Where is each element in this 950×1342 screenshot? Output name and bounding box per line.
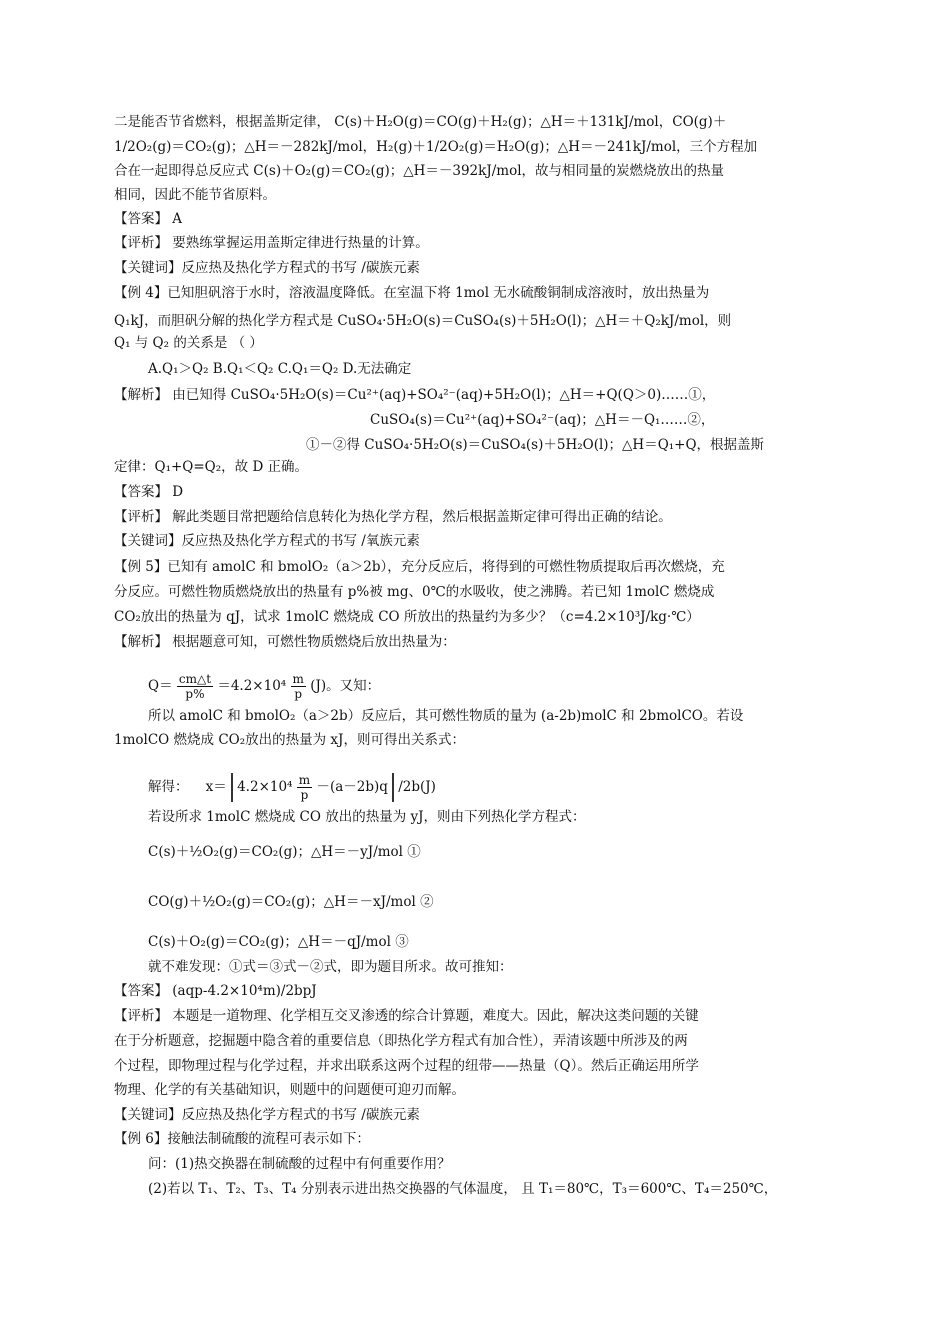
- text-line: 【答案】 A: [114, 211, 183, 227]
- text-line: 1/2O₂(g)＝CO₂(g)；△H＝－282kJ/mol，H₂(g)＋1/2O₂(g)＝H₂O(g)；△H＝－241kJ/mol，三个方程加: [114, 139, 758, 155]
- text-line: 【答案】 D: [114, 484, 184, 500]
- text-line: 【评析】 本题是一道物理、化学相互交叉渗透的综合计算题，难度大。因此，解决这类问题的关键: [114, 1008, 699, 1024]
- text-line: 定律：Q₁+Q=Q₂，故 D 正确。: [114, 459, 309, 475]
- formula-q-frac2: $\frac{m}{p}$: [292, 672, 304, 701]
- text-line: 问：(1)热交换器在制硫酸的过程中有何重要作用？: [148, 1156, 451, 1172]
- text-line: 物理、化学的有关基础知识，则题中的问题便可迎刃而解。: [114, 1082, 465, 1098]
- text-line: 在于分析题意，挖掘题中隐含着的重要信息（即热化学方程式有加合性），弄清该题中所涉及的两: [114, 1033, 688, 1049]
- text-line: CO₂放出的热量为 qJ，试求 1molC 燃烧成 CO 所放出的热量约为多少？（c=4.2×10³J/kg·℃）: [114, 609, 700, 625]
- text-line: 【关键词】反应热及热化学方程式的书写 /氧族元素: [114, 533, 420, 549]
- text-line: 就不难发现：①式＝③式－②式，即为题目所求。故可推知：: [148, 959, 513, 975]
- text-line: ①－②得 CuSO₄·5H₂O(s)＝CuSO₄(s)＋5H₂O(l)；△H＝Q₁+Q，根据盖斯: [306, 437, 765, 453]
- text-line: 所以 amolC 和 bmolO₂（a＞2b）反应后，其可燃性物质的量为 (a-2b)molC 和 2bmolCO。若设: [148, 708, 744, 724]
- text-line: 【例 6】接触法制硫酸的流程可表示如下：: [114, 1131, 370, 1147]
- formula-x-lhs: x＝: [205, 779, 227, 795]
- formula-q: [148, 672, 870, 701]
- text-line: 个过程，即物理过程与化学过程，并求出联系这两个过程的纽带——热量（Q）。然后正确运用所学: [114, 1058, 699, 1074]
- text-line: 【评析】 要熟练掌握运用盖斯定律进行热量的计算。: [114, 235, 429, 251]
- text-line: CuSO₄(s)＝Cu²⁺(aq)+SO₄²⁻(aq)；△H＝－Q₁……②，: [370, 412, 715, 428]
- text-line: 二是能否节省燃料，根据盖斯定律， C(s)＋H₂O(g)＝CO(g)＋H₂(g)；△H＝＋131kJ/mol，CO(g)＋: [114, 114, 727, 130]
- text-line: (2)若以 T₁、T₂、T₃、T₄ 分别表示进出热交换器的气体温度， 且 T₁＝80℃，T₃＝600℃、T₄＝250℃，: [148, 1181, 778, 1197]
- text-line: CO(g)＋½O₂(g)＝CO₂(g)；△H＝－xJ/mol ②: [148, 894, 434, 910]
- formula-q-frac1: $\frac{cm\triangle t}{p\%}$: [178, 672, 212, 701]
- text-line: C(s)＋½O₂(g)＝CO₂(g)；△H＝－yJ/mol ①: [148, 844, 421, 860]
- text-line: 【例 5】已知有 amolC 和 bmolO₂（a＞2b），充分反应后，将得到的可燃性物质提取后再次燃烧，充: [114, 559, 725, 575]
- text-line: 合在一起即得总反应式 C(s)＋O₂(g)＝CO₂(g)；△H＝－392kJ/mol，故与相同量的炭燃烧放出的热量: [114, 163, 725, 179]
- formula-q-lhs: Q＝: [148, 678, 173, 694]
- text-line: 【例 4】已知胆矾溶于水时，溶液温度降低。在室温下将 1mol 无水硫酸铜制成溶液时，放出热量为: [114, 285, 710, 301]
- text-line: Q₁kJ，而胆矾分解的热化学方程式是 CuSO₄·5H₂O(s)＝CuSO₄(s)＋5H₂O(l)；△H＝＋Q₂kJ/mol，则: [114, 313, 732, 329]
- text-line: A.Q₁＞Q₂ B.Q₁＜Q₂ C.Q₁＝Q₂ D.无法确定: [148, 361, 412, 377]
- formula-x-rhs: /2b(J): [398, 779, 436, 795]
- text-line: 1molCO 燃烧成 CO₂放出的热量为 xJ，则可得出关系式：: [114, 732, 465, 748]
- formula-x-bracket: 4.2×10⁴ $\frac{m}{p}$ －(a－2b)q: [231, 773, 394, 802]
- text-line: 若设所求 1molC 燃烧成 CO 放出的热量为 yJ，则由下列热化学方程式：: [148, 809, 586, 825]
- text-line: 【关键词】反应热及热化学方程式的书写 /碳族元素: [114, 1107, 420, 1123]
- formula-x: [148, 773, 870, 802]
- text-line: 【答案】 (aqp-4.2×10⁴m)/2bpJ: [114, 983, 317, 999]
- text-line: 【解析】 根据题意可知，可燃性物质燃烧后放出热量为：: [114, 634, 456, 650]
- text-line: C(s)＋O₂(g)＝CO₂(g)；△H＝－qJ/mol ③: [148, 934, 409, 950]
- text-line: 【评析】 解此类题目常把题给信息转化为热化学方程，然后根据盖斯定律可得出正确的结论。: [114, 509, 672, 525]
- formula-q-rhs: (J)。又知：: [310, 678, 381, 694]
- text-line: 【关键词】反应热及热化学方程式的书写 /碳族元素: [114, 260, 420, 276]
- text-line: 分反应。可燃性物质燃烧放出的热量有 p%被 mg、0℃的水吸收，使之沸腾。若已知 1molC 燃烧成: [114, 584, 715, 600]
- text-line: 相同，因此不能节省原料。: [114, 187, 276, 203]
- formula-x-label: 解得：: [148, 779, 189, 795]
- formula-q-mid: ＝4.2×10⁴: [217, 678, 287, 694]
- text-line: Q₁ 与 Q₂ 的关系是 （ ）: [114, 335, 263, 351]
- text-line: 【解析】 由已知得 CuSO₄·5H₂O(s)＝Cu²⁺(aq)+SO₄²⁻(aq)+5H₂O(l)；△H＝+Q(Q＞0)……①，: [114, 387, 716, 403]
